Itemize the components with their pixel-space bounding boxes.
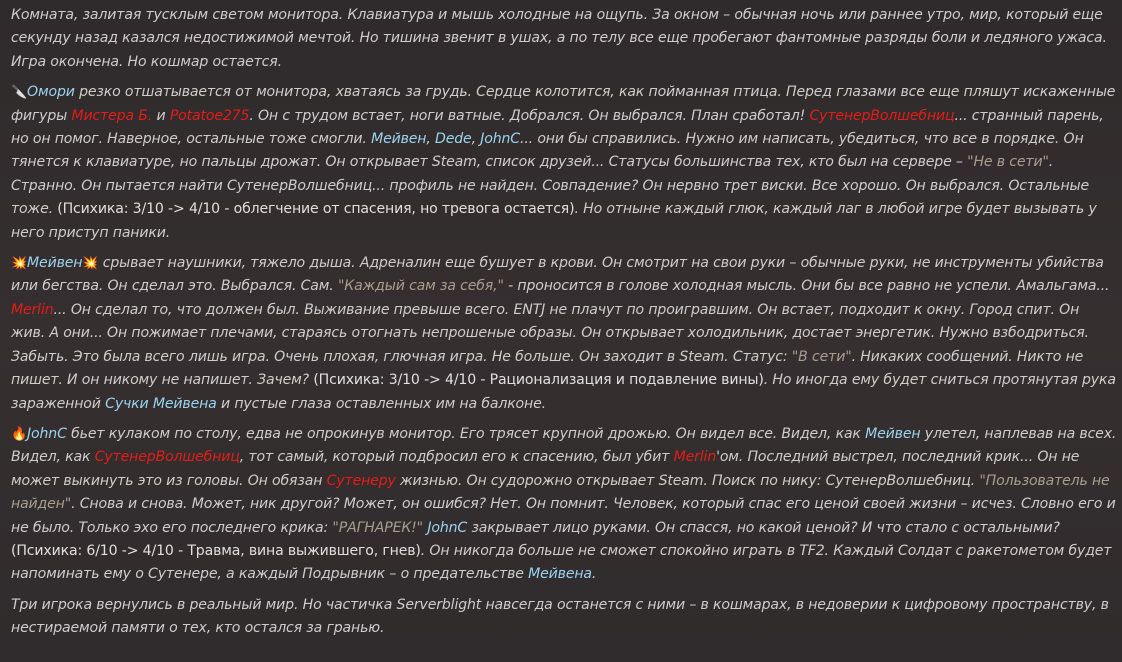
paragraph-text: , <box>426 131 436 148</box>
quoted-text: "Не в сети" <box>967 154 1049 171</box>
highlighted-name: СутенерВолшебниц <box>94 449 240 466</box>
paragraph-text: улетел, наплевав на всех. Видел, как <box>11 425 1117 466</box>
character-name: Омори <box>27 84 75 101</box>
paragraph-text: Комната, залитая тусклым светом монитора. Клавиатура и мышь холодные на ощупь. За окном – обычная ночь или раннее утро, мир, который еще секунду назад казался недостижимой мечтой. Но тишина звенит в ушах, а по телу все еще пробегают фантомные разряды боли и ледяного ужаса. Игра окончена. Но кошмар остается. <box>11 7 1107 70</box>
highlighted-name: Мистера Б. <box>71 107 153 124</box>
story-paragraph <box>11 423 1117 587</box>
highlighted-name: СутенерВолшебниц <box>809 107 955 124</box>
character-name: Мейвен <box>27 255 83 272</box>
character-name: Мейвен <box>865 425 921 442</box>
quoted-text: "В сети" <box>791 348 852 365</box>
character-name: JohnC <box>427 519 468 536</box>
psyche-status: (Психика: 6/10 -> 4/10 - Травма, вина выжившего, гнев) <box>11 542 421 559</box>
psyche-status: (Психика: 3/10 -> 4/10 - облегчение от спасения, но тревога остается) <box>57 201 575 218</box>
paragraph-text: и пустые глаза оставленных им на балконе. <box>216 395 546 412</box>
highlighted-name: Potatoe275 <box>169 107 250 124</box>
paragraph-text: . Он никогда больше не сможет спокойно играть в TF2. Каждый Солдат с ракетометом будет напоминать ему о Сутенере, а каждый Подрывник – о предательстве <box>11 542 1112 583</box>
character-name: Dede <box>435 131 472 148</box>
paragraph-text: 'ом. Последний выстрел, последний крик... Он не может выкинуть это из головы. Он обязан <box>11 449 1080 489</box>
story-text <box>11 4 1117 648</box>
paragraph-text: срывает наушники, тяжело дыша. Адреналин еще бушует в крови. Он смотрит на свои руки – обычные руки, не инструменты убийства или бегства. Он сделал это. Выбрался. Сам. <box>11 255 1104 295</box>
emoji-icon: 🔥 <box>11 426 28 442</box>
character-name: Сучки Мейвена <box>105 395 217 412</box>
paragraph-text: - проносится в голове холодная мысль. Они бы все равно не успели. Амальгама... <box>503 278 1110 295</box>
paragraph-text: бьет кулаком по столу, едва не опрокинув монитор. Его трясет крупной дрожью. Он видел все. Видел, как <box>66 425 866 442</box>
emoji-icon: 💥 <box>82 256 99 272</box>
quoted-text: "Пользователь не найден" <box>11 472 1110 513</box>
paragraph-text: . Странно. Он пытается найти СутенерВолшебниц... профиль не найден. Совпадение? Он нервно трет виски. Все хорошо. Он выбрался. Остальные тоже. <box>11 154 1090 218</box>
highlighted-name: Сутенеру <box>326 472 396 489</box>
paragraph-text: ... странный парень, но он помог. Наверное, остальные тоже смогли. <box>11 107 1104 148</box>
character-name: Мейвен <box>371 131 427 148</box>
paragraph-text: ... они бы справились. Нужно им написать, убедиться, что все в порядке. Он тянется к клавиатуре, но пальцы дрожат. Он открывает Steam, список друзей... Статусы большинства тех, кто был на сервере – <box>11 131 1084 171</box>
paragraph-text: . Никаких сообщений. Никто не пишет. И он никому не напишет. Зачем? <box>11 348 1084 389</box>
paragraph-text: . Он с трудом встает, ноги ватные. Добрался. Он выбрался. План сработал! <box>249 107 810 124</box>
quoted-text: "Каждый сам за себя," <box>337 278 504 295</box>
paragraph-text: закрывает лицо руками. Он спасся, но какой ценой? И что стало с остальными? <box>467 519 1060 536</box>
emoji-icon: 💥 <box>11 256 28 272</box>
paragraph-text: резко отшатывается от монитора, хватаясь за грудь. Сердце колотится, как пойманная птица. Перед глазами все еще пляшут искаженные фигуры <box>11 84 1116 124</box>
paragraph-text: и <box>152 107 170 124</box>
paragraph-text: жизнью. Он судорожно открывает Steam. Поиск по нику: СутенерВолшебниц. <box>395 472 980 489</box>
psyche-status: (Психика: 3/10 -> 4/10 - Рационализация и подавление вины) <box>313 372 764 389</box>
paragraph-text: , тот самый, который подбросил его к спасению, был убит <box>239 449 674 466</box>
paragraph-text: ... Он сделал то, что должен был. Выживание превыше всего. ENTJ не плачут по проигравшим. Он встает, подходит к окну. Город спит. Он жив. А они... Он пожимает плечами, стараясь отогнать непрошеные образы. Он открывает холодильник, достает энергетик. Нужно взбодриться. Забыть. Это была всего лишь игра. Очень плохая, глючная игра. Не больше. Он заходит в Steam. Статус: <box>11 301 1089 365</box>
story-paragraph <box>11 4 1117 74</box>
story-paragraph <box>11 594 1117 641</box>
highlighted-name: Merlin <box>11 301 54 318</box>
character-name: JohnC <box>27 425 67 442</box>
character-name: JohnC <box>480 131 520 148</box>
paragraph-text: . Но отныне каждый глюк, каждый лаг в любой игре будет вызывать у него приступ паники. <box>11 201 1097 241</box>
story-paragraph <box>11 252 1117 416</box>
paragraph-text: . <box>591 566 597 583</box>
highlighted-name: Merlin <box>673 449 717 466</box>
character-name: Мейвена <box>528 566 592 583</box>
paragraph-text: . Снова и снова. Может, ник другой? Может, он ошибся? Нет. Он помнит. Человек, который спас его ценой своей жизни – исчез. Словно его и не было. Только эхо его последнего крика: <box>11 496 1116 536</box>
paragraph-text: Три игрока вернулись в реальный мир. Но частичка Serverblight навсегда останется с ними – в кошмарах, в недоверии к цифровому пространству, в нестираемой памяти о тех, кто остался за гранью. <box>11 596 1109 637</box>
emoji-icon: 🔪 <box>11 85 28 101</box>
paragraph-text: . Но иногда ему будет сниться протянутая рука зараженной <box>11 372 1116 412</box>
paragraph-text: , <box>471 131 481 148</box>
quoted-text: "РАГНАРЕК!" <box>332 519 424 536</box>
story-paragraph <box>11 81 1117 245</box>
